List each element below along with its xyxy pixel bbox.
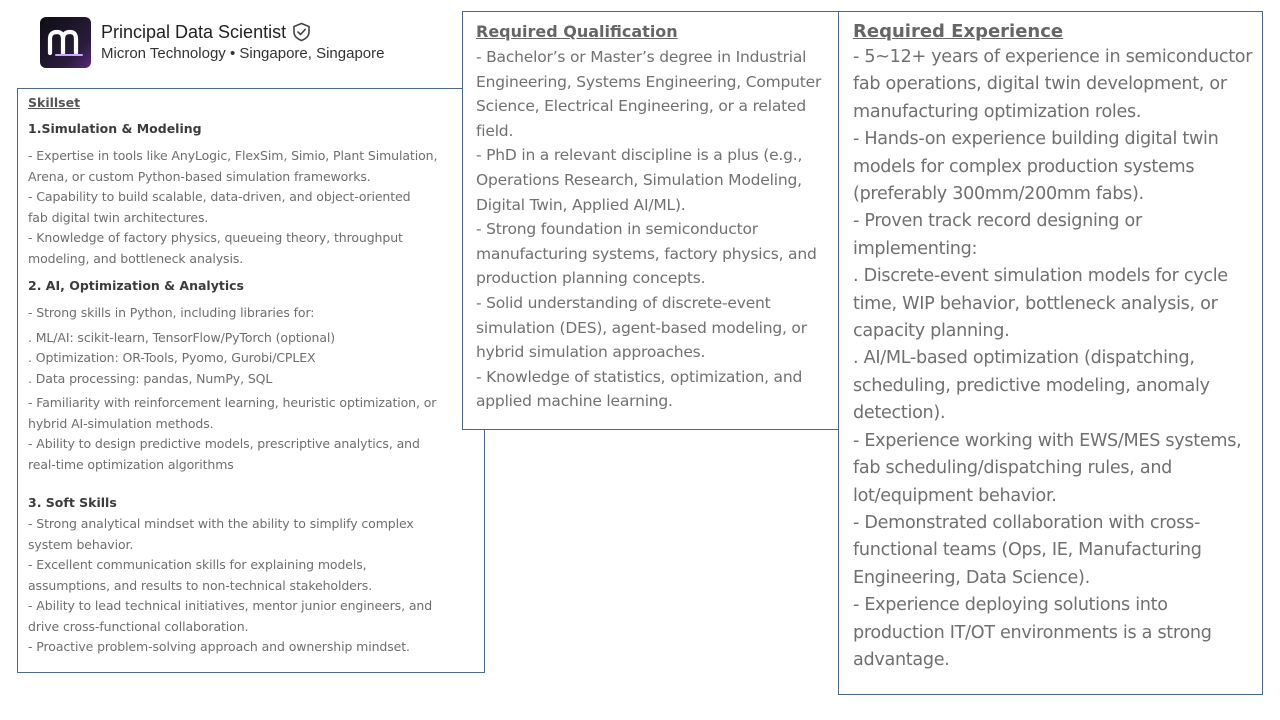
text-line: assumptions, and results to non-technical stakeholders. <box>28 577 373 593</box>
text-line: - Knowledge of factory physics, queueing theory, throughput <box>28 230 403 245</box>
text-line: functional teams (Ops, IE, Manufacturing <box>853 540 1202 561</box>
text-line: - PhD in a relevant discipline is a plus (e.g., <box>476 146 803 165</box>
skillset-panel <box>17 88 485 673</box>
company-location[interactable]: Micron Technology • Singapore, Singapore <box>101 45 385 62</box>
text-line: - Experience working with EWS/MES systems, <box>853 430 1242 451</box>
text-line: hybrid simulation approaches. <box>476 343 706 362</box>
section-heading: 3. Soft Skills <box>28 495 117 510</box>
text-line: Operations Research, Simulation Modeling, <box>476 170 802 189</box>
section-heading: 1.Simulation & Modeling <box>28 121 202 136</box>
job-header <box>40 16 384 68</box>
text-line: fab scheduling/dispatching rules, and <box>853 458 1173 479</box>
text-line: - Excellent communication skills for explaining models, <box>28 557 367 572</box>
text-line: Science, Electrical Engineering, or a related <box>476 97 806 116</box>
text-line: - Experience deploying solutions into <box>853 595 1168 616</box>
text-line: production IT/OT environments is a strong <box>853 622 1212 643</box>
text-line: Engineering, Systems Engineering, Computer <box>476 72 822 91</box>
skillset-title: Skillset <box>28 95 81 110</box>
text-line: Engineering, Data Science). <box>853 567 1090 588</box>
text-line: simulation (DES), agent-based modeling, or <box>476 318 807 337</box>
text-line: - Strong foundation in semiconductor <box>476 220 758 239</box>
text-line: - Ability to design predictive models, prescriptive analytics, and <box>28 436 420 451</box>
experience-title: Required Experience <box>853 21 1064 42</box>
text-line: - 5~12+ years of experience in semiconductor <box>853 47 1253 67</box>
text-line: field. <box>476 121 514 140</box>
text-line: real-time optimization algorithms <box>28 456 234 472</box>
text-line: - Familiarity with reinforcement learning, heuristic optimization, or <box>28 395 437 410</box>
text-line: - Strong skills in Python, including libraries for: <box>28 305 315 320</box>
text-line: - Bachelor’s or Master’s degree in Industrial <box>476 48 807 66</box>
text-line: . Optimization: OR-Tools, Pyomo, Gurobi/CPLEX <box>28 350 316 365</box>
text-line: implementing: <box>853 238 978 259</box>
micron-logo-icon[interactable] <box>40 17 91 68</box>
verified-shield-icon <box>292 22 311 42</box>
text-line: . AI/ML-based optimization (dispatching, <box>853 348 1195 369</box>
qualification-title: Required Qualification <box>476 22 678 41</box>
text-line: - Knowledge of statistics, optimization, and <box>476 367 803 386</box>
text-line: fab digital twin architectures. <box>28 209 209 225</box>
text-line: advantage. <box>853 649 950 670</box>
text-line: hybrid AI-simulation methods. <box>28 415 214 431</box>
text-line: manufacturing optimization roles. <box>853 101 1142 122</box>
text-line: - Proven track record designing or <box>853 211 1142 232</box>
text-line: fab operations, digital twin development, or <box>853 74 1227 95</box>
text-line: Digital Twin, Applied AI/ML). <box>476 195 686 214</box>
text-line: - Ability to lead technical initiatives, mentor junior engineers, and <box>28 598 433 613</box>
text-line: production planning concepts. <box>476 269 706 288</box>
text-line: - Hands-on experience building digital twin <box>853 129 1219 150</box>
text-line: (preferably 300mm/200mm fabs). <box>853 184 1144 205</box>
text-line: applied machine learning. <box>476 392 673 411</box>
text-line: - Demonstrated collaboration with cross- <box>853 512 1201 533</box>
text-line: - Capability to build scalable, data-driven, and object-oriented <box>28 189 411 204</box>
text-line: . ML/AI: scikit-learn, TensorFlow/PyTorch (optional) <box>28 329 336 345</box>
text-line: - Strong analytical mindset with the ability to simplify complex <box>28 516 414 531</box>
text-line: modeling, and bottleneck analysis. <box>28 250 244 266</box>
text-line: detection). <box>853 403 946 424</box>
text-line: . Discrete-event simulation models for cycle <box>853 266 1228 287</box>
text-line: models for complex production systems <box>853 156 1195 177</box>
text-line: - Proactive problem-solving approach and ownership mindset. <box>28 639 410 654</box>
text-line: time, WIP behavior, bottleneck analysis, or <box>853 293 1218 314</box>
qualification-panel <box>462 11 840 430</box>
text-line: capacity planning. <box>853 321 1010 342</box>
text-line: - Expertise in tools like AnyLogic, FlexSim, Simio, Plant Simulation, <box>28 148 438 163</box>
text-line: scheduling, predictive modeling, anomaly <box>853 375 1210 396</box>
text-line: - Solid understanding of discrete-event <box>476 293 771 312</box>
text-line: . Data processing: pandas, NumPy, SQL <box>28 370 273 386</box>
job-title[interactable]: Principal Data Scientist <box>101 22 287 42</box>
text-line: Arena, or custom Python-based simulation frameworks. <box>28 168 371 184</box>
text-line: manufacturing systems, factory physics, and <box>476 244 817 263</box>
section-heading: 2. AI, Optimization & Analytics <box>28 278 244 293</box>
experience-panel <box>838 11 1263 695</box>
text-line: system behavior. <box>28 536 134 552</box>
text-line: lot/equipment behavior. <box>853 485 1057 506</box>
text-line: drive cross-functional collaboration. <box>28 618 249 634</box>
